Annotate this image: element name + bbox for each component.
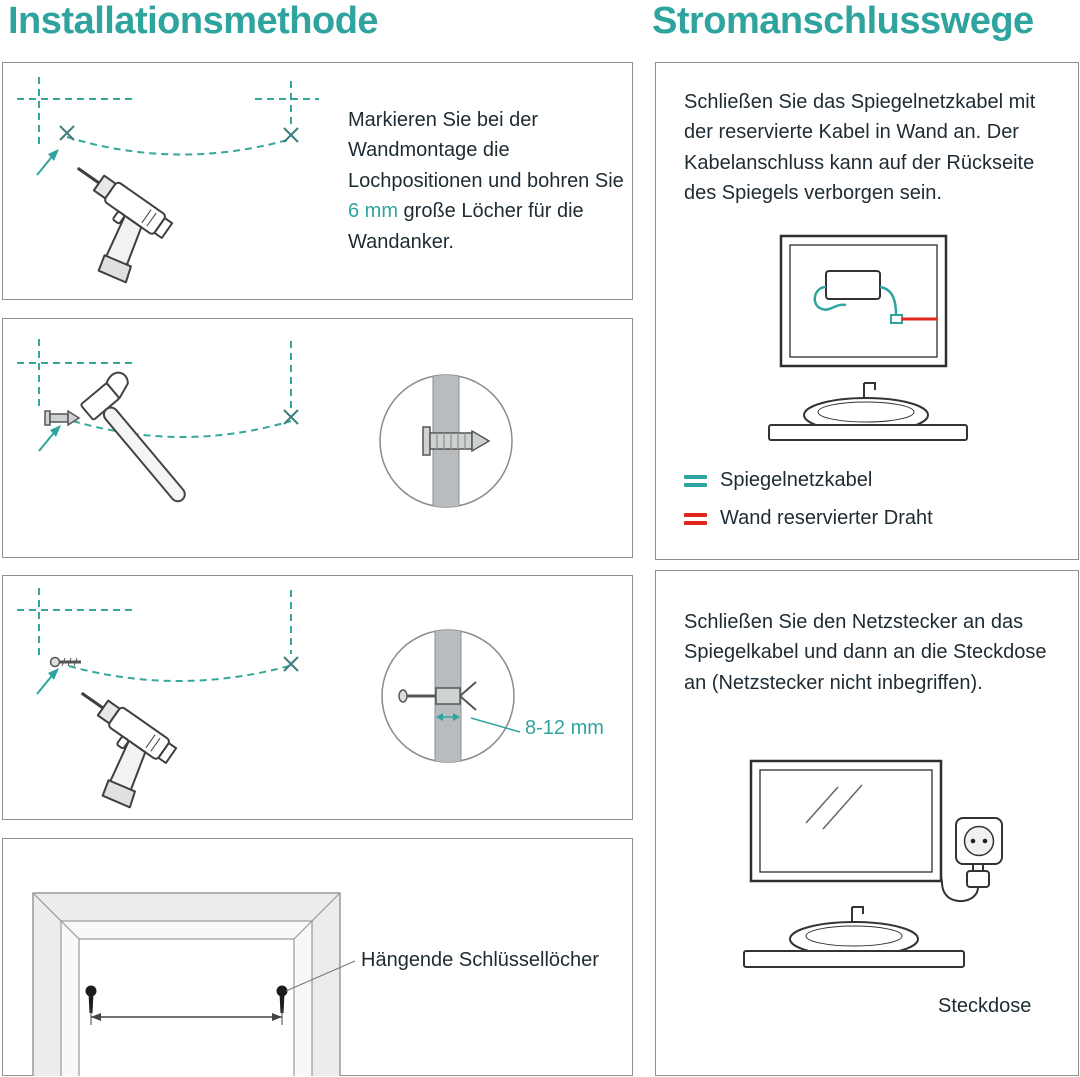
drill-marking-illustration bbox=[3, 63, 343, 299]
step1-text-before: Markieren Sie bei der Wandmontage die Lochpositionen und bohren Sie bbox=[348, 109, 624, 192]
mirror-icon bbox=[751, 761, 941, 881]
panel-step3-screw bbox=[2, 575, 633, 820]
hammer-anchor-illustration bbox=[3, 319, 634, 557]
arrow-icon bbox=[39, 425, 61, 451]
legend-label-wall-wire: Wand reservierter Draht bbox=[720, 507, 933, 529]
socket-instruction-text: Schließen Sie den Netzstecker an das Spiegelkabel und dann an die Steckdose an (Netzstecker nicht inbegriffen). bbox=[684, 611, 1047, 694]
keyhole-caption: Hängende Schlüssellöcher bbox=[361, 949, 599, 971]
cable-connector-icon bbox=[891, 315, 902, 323]
mirror-icon bbox=[781, 236, 946, 366]
panel-step2-anchor bbox=[2, 318, 633, 558]
panel-step4-keyholes bbox=[2, 838, 633, 1076]
arrow-icon bbox=[37, 149, 59, 175]
panel-socket-connection bbox=[655, 570, 1079, 1076]
plug-icon bbox=[941, 863, 989, 901]
socket-icon bbox=[956, 818, 1002, 864]
arrow-icon bbox=[37, 668, 59, 694]
mirror-cable-swatch bbox=[684, 475, 707, 487]
panel-step1-drilling bbox=[2, 62, 633, 300]
anchor-depth-detail bbox=[382, 630, 520, 762]
drill-icon bbox=[36, 158, 173, 289]
hammer-icon bbox=[79, 369, 210, 511]
socket-label: Steckdose bbox=[938, 995, 1032, 1017]
step1-text-after: große Löcher für die Wandanker. bbox=[348, 200, 584, 253]
heading-power-connection: Stromanschlusswege bbox=[652, 0, 1034, 42]
cable-instruction-text: Schließen Sie das Spiegelnetzkabel mit der reservierte Kabel in Wand an. Der Kabelanschluss kann auf der Rückseite des Spiegels verborgen sein. bbox=[684, 91, 1036, 205]
sink-icon bbox=[769, 383, 967, 440]
legend-wall-wire bbox=[684, 507, 933, 530]
drill-icon bbox=[40, 683, 177, 814]
panel-cable-connection bbox=[655, 62, 1079, 560]
anchor-in-wall-detail bbox=[380, 375, 512, 507]
step1-instruction-text bbox=[348, 105, 633, 257]
sink-icon bbox=[744, 907, 964, 967]
depth-label: 8-12 mm bbox=[525, 717, 604, 739]
heading-installation-method: Installationsmethode bbox=[8, 0, 379, 42]
step1-highlight: 6 mm bbox=[348, 200, 398, 223]
legend-mirror-cable bbox=[684, 469, 872, 492]
screw-icon bbox=[51, 658, 82, 667]
legend-label-mirror-cable: Spiegelnetzkabel bbox=[720, 469, 873, 491]
drill-screw-illustration bbox=[3, 576, 634, 821]
wall-anchor-icon bbox=[45, 411, 79, 425]
wall-wire-swatch bbox=[684, 513, 707, 525]
